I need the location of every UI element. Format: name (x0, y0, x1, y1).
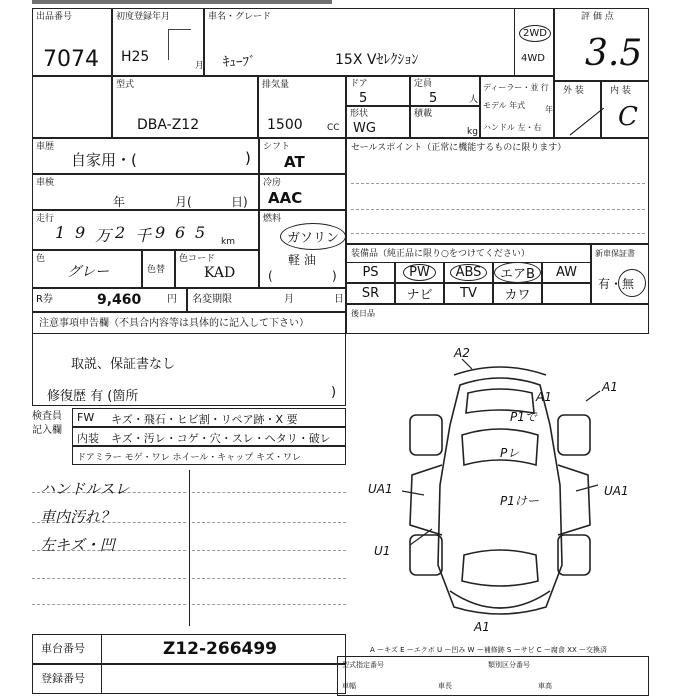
dealer-handle: ハンドル 左・右 (483, 123, 542, 132)
meigi-day: 日 (334, 294, 344, 305)
handwritten-note-3: 左キズ・凹 (40, 536, 115, 554)
displacement-box (258, 76, 346, 138)
bottom-spec-box (337, 656, 649, 696)
int-label: 内 装 (610, 86, 631, 96)
fuel-alt: 軽 油 (288, 253, 316, 267)
type-label: 型式 (116, 80, 135, 90)
equipment-item: ABS (450, 264, 488, 281)
equipment-cell (542, 262, 591, 283)
inspector-row-3-items: ドアミラー モゲ・ワレ ホイール・キャップ キズ・ワレ (77, 453, 301, 463)
inspection-day: 日) (231, 195, 248, 209)
equipment-cell (444, 283, 493, 304)
sales-point-label: セールスポイント（正常に機能するものに限ります） (351, 143, 567, 153)
warranty-circle (618, 269, 646, 297)
reg-year-value: H25 (121, 49, 150, 65)
inspector-row-2 (72, 427, 346, 446)
equipment-cell (542, 283, 591, 304)
color-code-box (175, 250, 259, 288)
shape-label: 形状 (350, 109, 369, 119)
equipment-item: ナビ (406, 288, 433, 303)
inspector-row-1-items: キズ・飛石・ヒビ割・リペア跡・X 要 (111, 413, 298, 426)
mark-pre: Pレ (500, 446, 520, 460)
dealer-year-unit: 年 (545, 105, 553, 114)
load-box (410, 106, 480, 138)
mileage-digit: 6 (175, 223, 186, 242)
shift-value: AT (284, 153, 305, 171)
drive-4wd: 4WD (521, 53, 545, 64)
dealer-model-year: モデル 年式 (483, 101, 526, 110)
equipment-cell (395, 262, 444, 283)
serial-label: 車台番号 (41, 642, 85, 655)
car-damage-diagram (350, 345, 650, 635)
notes-repair-close: ) (331, 385, 337, 400)
meigi-month: 月 (284, 294, 294, 305)
drive-2wd: 2WD (519, 25, 551, 42)
int-score-box (601, 81, 649, 138)
inspector-row-2-head: 内装 (77, 432, 99, 445)
lot-number: 7074 (43, 47, 99, 72)
usage-close: ) (245, 149, 251, 167)
sales-line-1 (351, 183, 645, 184)
reg-month-unit: 月 (195, 61, 205, 71)
equipment-item: PW (403, 264, 436, 281)
type-value: DBA-Z12 (137, 117, 200, 133)
lot-box (32, 8, 112, 76)
bottom-spec-d: 車長 (438, 682, 452, 690)
lot-label: 出品番号 (36, 12, 73, 22)
int-value: C (618, 102, 638, 132)
mark-ua1-right: UA1 (604, 484, 629, 498)
mileage-digit: 9 (75, 223, 86, 242)
warranty-box (591, 244, 649, 304)
warranty-value: 有・無 (598, 277, 635, 291)
notes-text: 取説、保証書なし (71, 357, 176, 372)
meigi-box (187, 288, 346, 312)
inspection-box (32, 174, 259, 210)
equipment-item: SR (361, 286, 380, 301)
mileage-digit: 千 (135, 226, 152, 245)
inspector-label-2: 記入欄 (32, 425, 62, 436)
warranty-label: 新車保証書 (595, 249, 635, 258)
displacement-unit: CC (327, 123, 340, 133)
mileage-label: 走行 (36, 214, 55, 224)
usage-value: 自家用・( (71, 151, 137, 169)
ext-label: 外 装 (563, 86, 584, 96)
shape-value: WG (353, 121, 376, 136)
handwritten-area (32, 470, 346, 630)
later-label: 後日品 (351, 309, 375, 318)
mileage-digit: 2 (115, 223, 126, 242)
doors-value: 5 (359, 91, 368, 106)
equipment-grid (346, 262, 591, 304)
damage-legend: A ーキズ E ーエクボ U ー凹み W ー補修跡 S ーサビ C ー腐食 XX ー交換済 (370, 646, 607, 654)
mileage-digit: 万 (95, 226, 112, 245)
mileage-box (32, 210, 259, 250)
dealer-label: ディーラー・並 行 (483, 83, 549, 92)
color-change-label: 色替 (147, 265, 166, 275)
doors-box (346, 76, 410, 106)
inspection-month: 月( (175, 195, 192, 209)
ext-score-box (554, 81, 601, 141)
mark-a1-front: A1 (536, 390, 552, 404)
later-box (346, 304, 649, 334)
fuel-paren-close: ) (332, 269, 337, 283)
header-scribble (32, 0, 332, 4)
model-name: ｷｭｰﾌﾞ (223, 55, 256, 70)
displacement-label: 排気量 (262, 80, 290, 90)
equipment-item: エアB (494, 262, 541, 283)
ac-value: AAC (268, 189, 303, 207)
equipment-cell (346, 283, 395, 304)
reg-no-label: 登録番号 (41, 672, 85, 685)
mark-a1-rear: A1 (474, 620, 490, 634)
fuel-value: ガソリン (280, 223, 346, 250)
mileage-unit: km (221, 237, 235, 247)
displacement-value: 1500 (267, 117, 303, 133)
mark-a1-right: A1 (602, 380, 618, 394)
handwritten-note-2: 車内汚れ？ (40, 508, 116, 526)
color-code-value: KAD (204, 265, 236, 281)
mark-p1de: P1で (510, 410, 537, 424)
inspector-row-1-head: FW (77, 411, 95, 424)
equipment-item: TV (460, 286, 477, 301)
equipment-cell (395, 283, 444, 304)
ext-value: ／ (569, 106, 599, 141)
reg-year-label: 初度登録年月 (116, 12, 171, 22)
serial-value: Z12-266499 (163, 639, 278, 659)
load-unit: kg (467, 127, 478, 137)
shape-box (346, 106, 410, 138)
fuel-paren-open: ( (268, 269, 273, 283)
bottom-spec-b: 類別区分番号 (488, 661, 530, 669)
color-box (32, 250, 142, 288)
notes-label: 注意事項申告欄（不具合内容等は具体的に記入して下さい） (39, 318, 309, 329)
sales-line-3 (351, 233, 645, 234)
type-box (112, 76, 258, 138)
equipment-cell (493, 283, 542, 304)
model-box (204, 8, 554, 76)
recycle-box (32, 288, 187, 312)
inspection-label: 車検 (36, 178, 55, 188)
lot-box-lower (32, 76, 112, 138)
color-value: グレー (67, 264, 109, 280)
reg-month-bracket (168, 29, 191, 60)
meigi-label: 名変期限 (192, 294, 232, 305)
mileage-digit: 1 (55, 223, 66, 242)
score-value: 3.5 (585, 33, 643, 74)
inspection-year: 年 (113, 195, 126, 209)
equipment-item: カワ (504, 288, 531, 303)
mark-a2: A2 (454, 346, 470, 360)
mark-ua1-left: UA1 (368, 482, 393, 496)
ac-box (259, 174, 346, 210)
inspector-label-block (32, 410, 72, 464)
equipment-cell (346, 262, 395, 283)
bottom-spec-a: 型式指定番号 (342, 661, 384, 669)
recycle-unit: 円 (167, 294, 177, 305)
shift-label: シフト (263, 142, 291, 152)
sales-point-box (346, 138, 649, 244)
inspector-row-2-items: キズ・汚レ・コゲ・穴・スレ・ヘタリ・破レ (111, 432, 331, 445)
notes-box (32, 312, 346, 406)
serial-box (32, 634, 346, 664)
dealer-box (480, 76, 554, 138)
reg-year-box (112, 8, 204, 76)
color-code-label: 色コード (179, 254, 216, 264)
inspector-row-1 (72, 408, 346, 427)
ac-label: 冷房 (263, 178, 282, 188)
capacity-unit: 人 (469, 95, 479, 105)
equipment-label: 装備品（純正品に限り○をつけてください） (351, 249, 530, 259)
reg-no-box (32, 664, 346, 694)
equipment-item: AW (555, 265, 578, 280)
usage-label: 車歴 (36, 142, 55, 152)
sales-line-2 (351, 209, 645, 210)
model-label: 車名・グレード (208, 12, 272, 22)
recycle-value: 9,460 (97, 292, 142, 308)
inspector-label-1: 検査員 (32, 411, 62, 422)
shift-box (259, 138, 346, 174)
equipment-item: PS (362, 265, 379, 280)
score-label: 評 価 点 (581, 12, 614, 22)
color-change-box (142, 250, 175, 288)
usage-box (32, 138, 259, 174)
inspector-row-3 (72, 446, 346, 465)
model-grade: 15X Vｾﾚｸｼｮﾝ (335, 52, 419, 68)
mark-p1ke: P1けー (500, 494, 539, 508)
handwritten-note-1: ハンドルスレ (40, 480, 130, 498)
capacity-value: 5 (429, 91, 438, 106)
fuel-box (259, 210, 346, 288)
load-label: 積載 (414, 109, 433, 119)
capacity-label: 定員 (414, 79, 433, 89)
recycle-label: R券 (36, 294, 53, 305)
notes-repair: 修復歴 有 (箇所 (47, 389, 139, 404)
drive-box (514, 8, 554, 76)
fuel-label: 燃料 (263, 214, 282, 224)
color-label: 色 (36, 254, 46, 264)
mileage-digit: 5 (195, 223, 206, 242)
mileage-digit: 9 (155, 223, 166, 242)
equipment-cell (493, 262, 542, 283)
bottom-spec-c: 車幅 (342, 682, 356, 690)
equipment-cell (444, 262, 493, 283)
capacity-box (410, 76, 480, 106)
score-box (554, 8, 649, 81)
bottom-spec-e: 車高 (538, 682, 552, 690)
doors-label: ドア (350, 79, 368, 89)
mark-u1: U1 (374, 544, 391, 558)
